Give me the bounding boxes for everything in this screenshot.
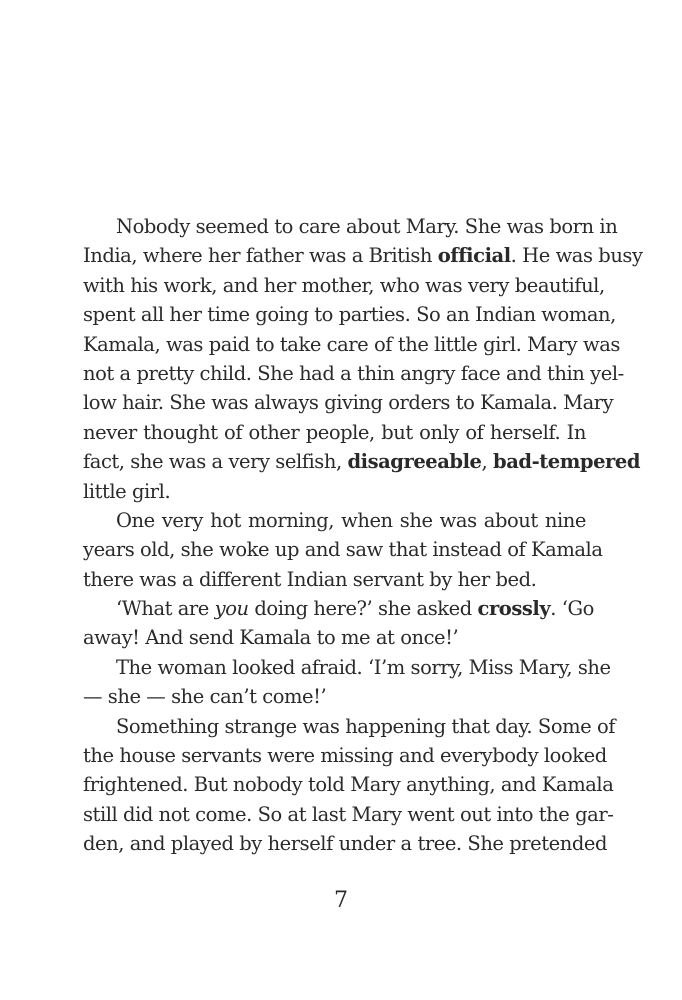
- text-run: doing here?’ she asked: [248, 597, 478, 621]
- text-line: [83, 653, 611, 682]
- text-line: [83, 800, 614, 829]
- text-run: still did not come. So at last Mary went out into the gar-: [83, 802, 614, 826]
- text-run: . He was busy: [510, 244, 643, 268]
- text-run: there was a different Indian servant by her bed.: [83, 567, 537, 591]
- page-number: 7: [334, 888, 348, 913]
- text-run: little girl.: [83, 479, 171, 503]
- text-run: away! And send Kamala to me at once!’: [83, 626, 459, 650]
- text-run: not a pretty child. She had a thin angry face and thin yel-: [83, 361, 624, 385]
- bold-term: official: [437, 244, 511, 268]
- text-line: [83, 388, 614, 417]
- text-run: years old, she woke up and saw that instead of Kamala: [83, 538, 603, 562]
- bold-term: crossly: [477, 597, 551, 621]
- text-line: [83, 770, 614, 799]
- text-run: low hair. She was always giving orders to Kamala. Mary: [83, 391, 614, 415]
- page-body-text: [83, 212, 643, 859]
- text-line: [83, 682, 586, 711]
- text-line: [83, 829, 608, 858]
- text-run: — she — she can’t come!’: [83, 685, 327, 709]
- text-run: ‘What are: [116, 597, 215, 621]
- text-line: [83, 506, 586, 535]
- italic-emphasis: you: [214, 597, 249, 621]
- paragraph: [83, 653, 611, 712]
- text-line: [83, 565, 586, 594]
- text-run: Kamala, was paid to take care of the little girl. Mary was: [83, 332, 620, 356]
- text-run: spent all her time going to parties. So an Indian woman,: [83, 303, 616, 327]
- text-run: India, where her father was a British: [83, 244, 438, 268]
- text-line: [83, 418, 586, 447]
- text-line: [83, 300, 616, 329]
- text-line: [83, 623, 586, 652]
- text-line: [83, 741, 607, 770]
- text-run: One very hot morning, when she was about nine: [116, 508, 586, 532]
- text-run: The woman looked afraid. ‘I’m sorry, Miss Mary, she: [116, 655, 611, 679]
- paragraph: [83, 712, 616, 859]
- text-line: [83, 535, 603, 564]
- text-run: frightened. But nobody told Mary anything, and Kamala: [83, 773, 614, 797]
- text-run: den, and played by herself under a tree. She pretended: [83, 832, 608, 856]
- text-line: [83, 712, 616, 741]
- text-run: fact, she was a very selfish,: [83, 450, 348, 474]
- bold-term: bad-tempered: [493, 450, 641, 474]
- text-run: . ‘Go: [550, 597, 594, 621]
- text-line: [83, 477, 586, 506]
- text-line: [83, 241, 643, 270]
- paragraph: [83, 594, 594, 653]
- text-run: never thought of other people, but only of herself. In: [83, 420, 586, 444]
- text-run: with his work, and her mother, who was very beautiful,: [83, 273, 605, 297]
- text-run: ,: [481, 450, 494, 474]
- text-line: [83, 359, 624, 388]
- paragraph: [83, 506, 603, 594]
- text-line: [83, 212, 618, 241]
- text-line: [83, 594, 594, 623]
- text-line: [83, 447, 641, 476]
- paragraph: [83, 212, 643, 506]
- bold-term: disagreeable: [347, 450, 482, 474]
- text-run: Something strange was happening that day. Some of: [116, 714, 616, 738]
- text-run: the house servants were missing and everybody looked: [83, 744, 607, 768]
- text-line: [83, 271, 605, 300]
- text-run: Nobody seemed to care about Mary. She was born in: [116, 215, 618, 238]
- text-line: [83, 330, 620, 359]
